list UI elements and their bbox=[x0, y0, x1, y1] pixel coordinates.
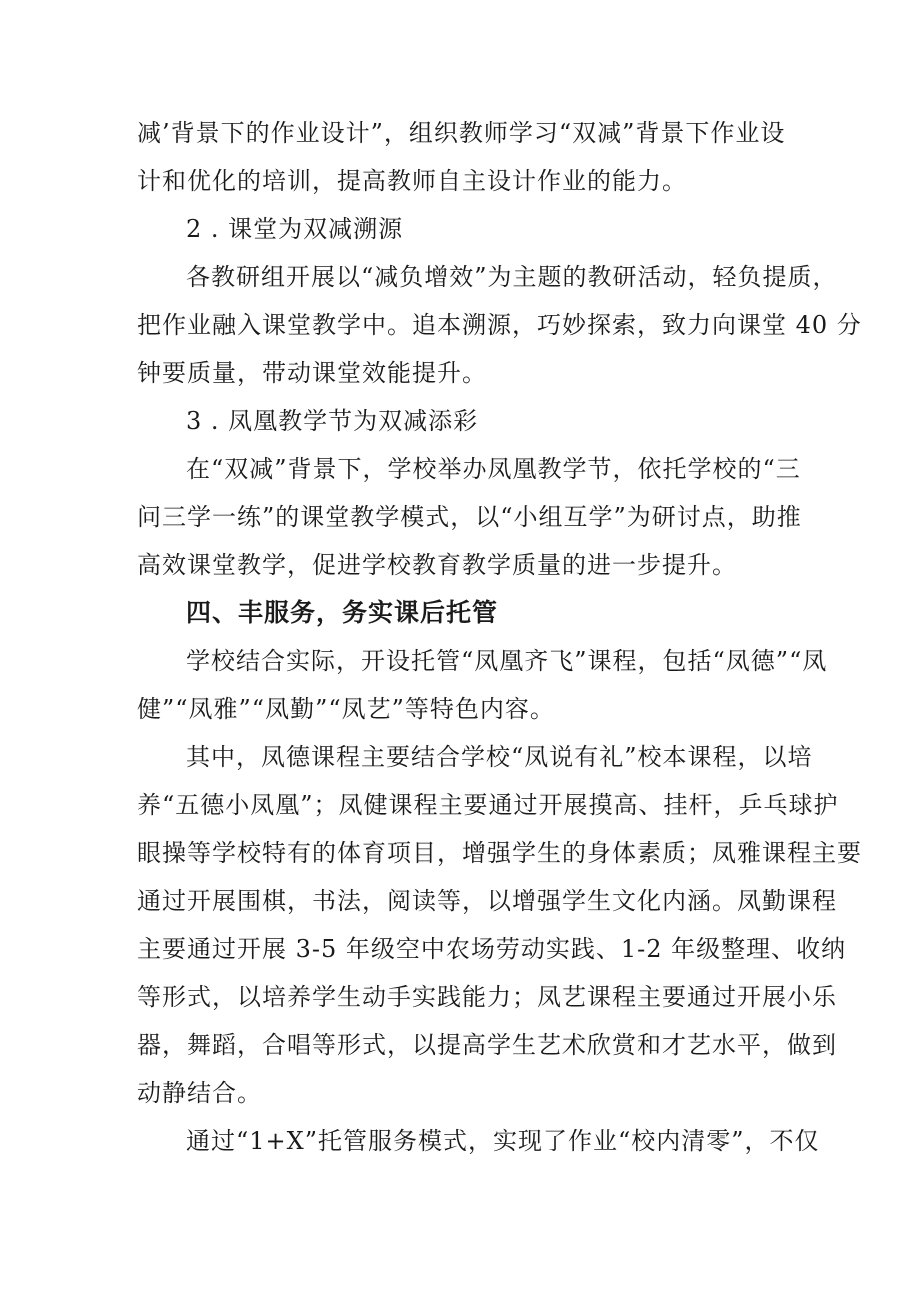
body-text-line: 在“双减”背景下，学校举办凤凰教学节，依托学校的“三 bbox=[186, 455, 801, 483]
body-text-line: 减’背景下的作业设计”，组织教师学习“双减”背景下作业设 bbox=[137, 119, 786, 147]
body-text-line: 高效课堂教学，促进学校教育教学质量的进一步提升。 bbox=[137, 551, 737, 579]
body-text-line: 器，舞蹈，合唱等形式，以提高学生艺术欣赏和才艺水平，做到 bbox=[137, 1031, 837, 1059]
body-text-line: 其中，凤德课程主要结合学校“凤说有礼”校本课程，以培 bbox=[186, 743, 813, 771]
section-heading: 四、丰服务，务实课后托管 bbox=[186, 598, 499, 627]
body-text-line: 钟要质量，带动课堂效能提升。 bbox=[137, 359, 487, 387]
body-text-line: 眼操等学校特有的体育项目，增强学生的身体素质；凤雅课程主要 bbox=[137, 839, 862, 867]
body-text-line: 养“五德小凤凰”；凤健课程主要通过开展摸高、挂杆，乒乓球护 bbox=[137, 791, 839, 819]
body-text-line: 健”“凤雅”“凤勤”“凤艺”等特色内容。 bbox=[137, 695, 555, 723]
subsection-heading: 3 . 凤凰教学节为双减添彩 bbox=[186, 407, 479, 435]
body-text-line: 计和优化的培训，提高教师自主设计作业的能力。 bbox=[137, 167, 687, 195]
body-text-line: 主要通过开展 3-5 年级空中农场劳动实践、1-2 年级整理、收纳 bbox=[137, 935, 847, 963]
body-text-line: 动静结合。 bbox=[137, 1079, 262, 1107]
body-text-line: 等形式，以培养学生动手实践能力；凤艺课程主要通过开展小乐 bbox=[137, 983, 837, 1011]
subsection-heading: 2 . 课堂为双减溯源 bbox=[186, 215, 404, 243]
body-text-line: 通过“1+X”托管服务模式，实现了作业“校内清零”，不仅 bbox=[186, 1127, 820, 1155]
body-text-line: 问三学一练”的课堂教学模式，以“小组互学”为研讨点，助推 bbox=[137, 503, 802, 531]
body-text-line: 把作业融入课堂教学中。追本溯源，巧妙探索，致力向课堂 40 分 bbox=[137, 311, 862, 339]
body-text-line: 各教研组开展以“减负增效”为主题的教研活动，轻负提质， bbox=[186, 263, 838, 291]
body-text-line: 学校结合实际，开设托管“凤凰齐飞”课程，包括“凤德”“凤 bbox=[186, 647, 828, 675]
body-text-line: 通过开展围棋，书法，阅读等，以增强学生文化内涵。凤勤课程 bbox=[137, 887, 837, 915]
